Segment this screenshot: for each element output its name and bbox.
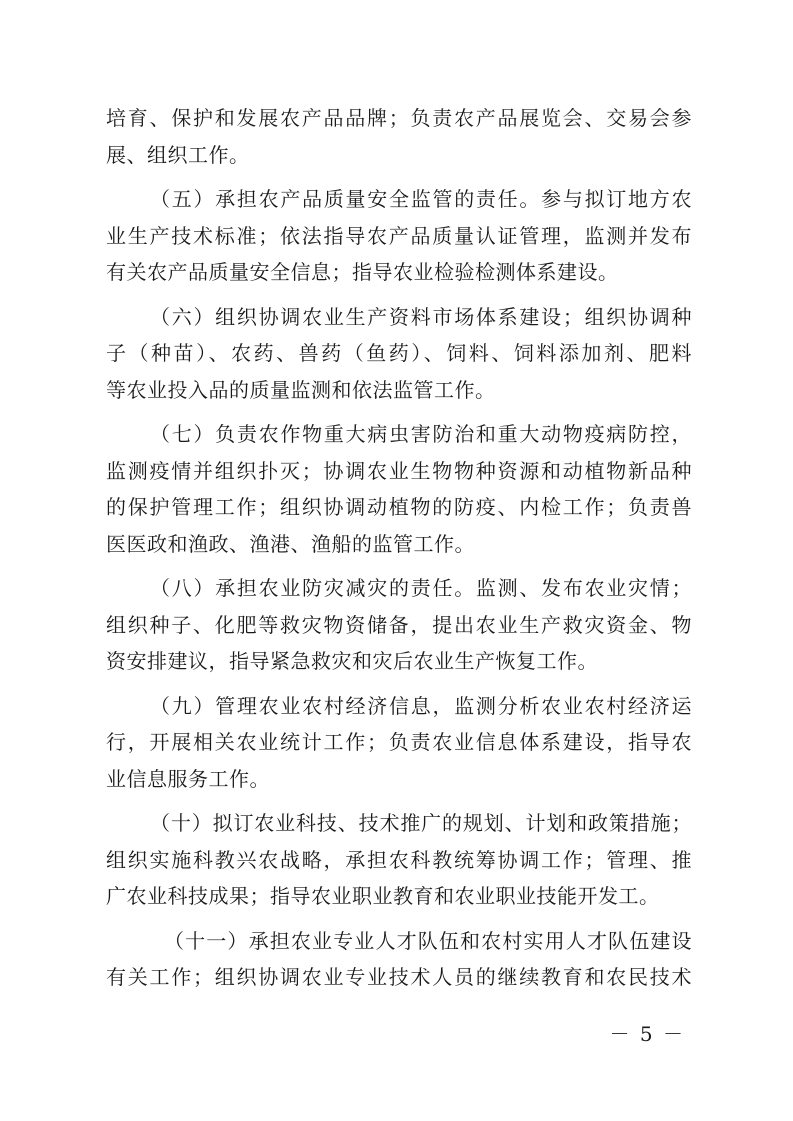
text-line: 有关工作；组织协调农业专业技术人员的继续教育和农民技术 bbox=[106, 965, 692, 989]
text-line: 资安排建议，指导紧急救灾和灾后农业生产恢复工作。 bbox=[106, 649, 598, 673]
text-line: 的保护管理工作；组织协调动植物的防疫、内检工作；负责兽 bbox=[106, 495, 692, 519]
text-line: 监测疫情并组织扑灭；协调农业生物物种资源和动植物新品种 bbox=[106, 458, 692, 483]
page-number: － 5 － bbox=[609, 1022, 685, 1046]
paragraph bbox=[106, 570, 692, 680]
paragraph bbox=[106, 299, 692, 409]
paragraph bbox=[106, 688, 692, 798]
text-line: 培育、保护和发展农产品品牌；负责农产品展览会、交易会参 bbox=[106, 106, 692, 130]
text-line: （六）组织协调农业生产资料市场体系建设；组织协调种 bbox=[150, 304, 692, 329]
paragraph bbox=[106, 923, 692, 996]
text-line: （十）拟订农业科技、技术推广的规划、计划和政策措施； bbox=[150, 811, 692, 835]
paragraph bbox=[106, 416, 692, 562]
text-line: 展、组织工作。 bbox=[106, 142, 250, 167]
text-line: 业信息服务工作。 bbox=[106, 766, 270, 791]
text-line: 医医政和渔政、渔港、渔船的监管工作。 bbox=[106, 531, 475, 556]
text-line: 业生产技术标准；依法指导农产品质量认证管理，监测并发布 bbox=[106, 223, 692, 248]
text-line: （七）负责农作物重大病虫害防治和重大动物疫病防控， bbox=[150, 422, 692, 446]
paragraph bbox=[106, 181, 692, 291]
text-line: 行，开展相关农业统计工作；负责农业信息体系建设，指导农 bbox=[106, 730, 692, 754]
text-line: 有关农产品质量安全信息；指导农业检验检测体系建设。 bbox=[106, 260, 619, 284]
document-body bbox=[106, 100, 692, 996]
text-line: 子（种苗）、农药、兽药（鱼药）、饲料、饲料添加剂、肥料 bbox=[106, 341, 692, 365]
text-line: （八）承担农业防灾减灾的责任。监测、发布农业灾情； bbox=[150, 576, 692, 600]
text-line: 等农业投入品的质量监测和依法监管工作。 bbox=[106, 377, 496, 402]
text-line: （十一）承担农业专业人才队伍和农村实用人才队伍建设 bbox=[164, 928, 692, 953]
text-line: （九）管理农业农村经济信息，监测分析农业农村经济运 bbox=[150, 693, 692, 718]
text-line: 广农业科技成果；指导农业职业教育和农业职业技能开发工。 bbox=[106, 884, 660, 908]
paragraph bbox=[106, 100, 692, 173]
text-line: 组织种子、化肥等救灾物资储备，提出农业生产救灾资金、物 bbox=[106, 612, 692, 637]
text-line: （五）承担农产品质量安全监管的责任。参与拟订地方农 bbox=[150, 187, 692, 211]
text-line: 组织实施科教兴农战略，承担农科教统筹协调工作；管理、推 bbox=[106, 847, 692, 872]
paragraph bbox=[106, 805, 692, 915]
